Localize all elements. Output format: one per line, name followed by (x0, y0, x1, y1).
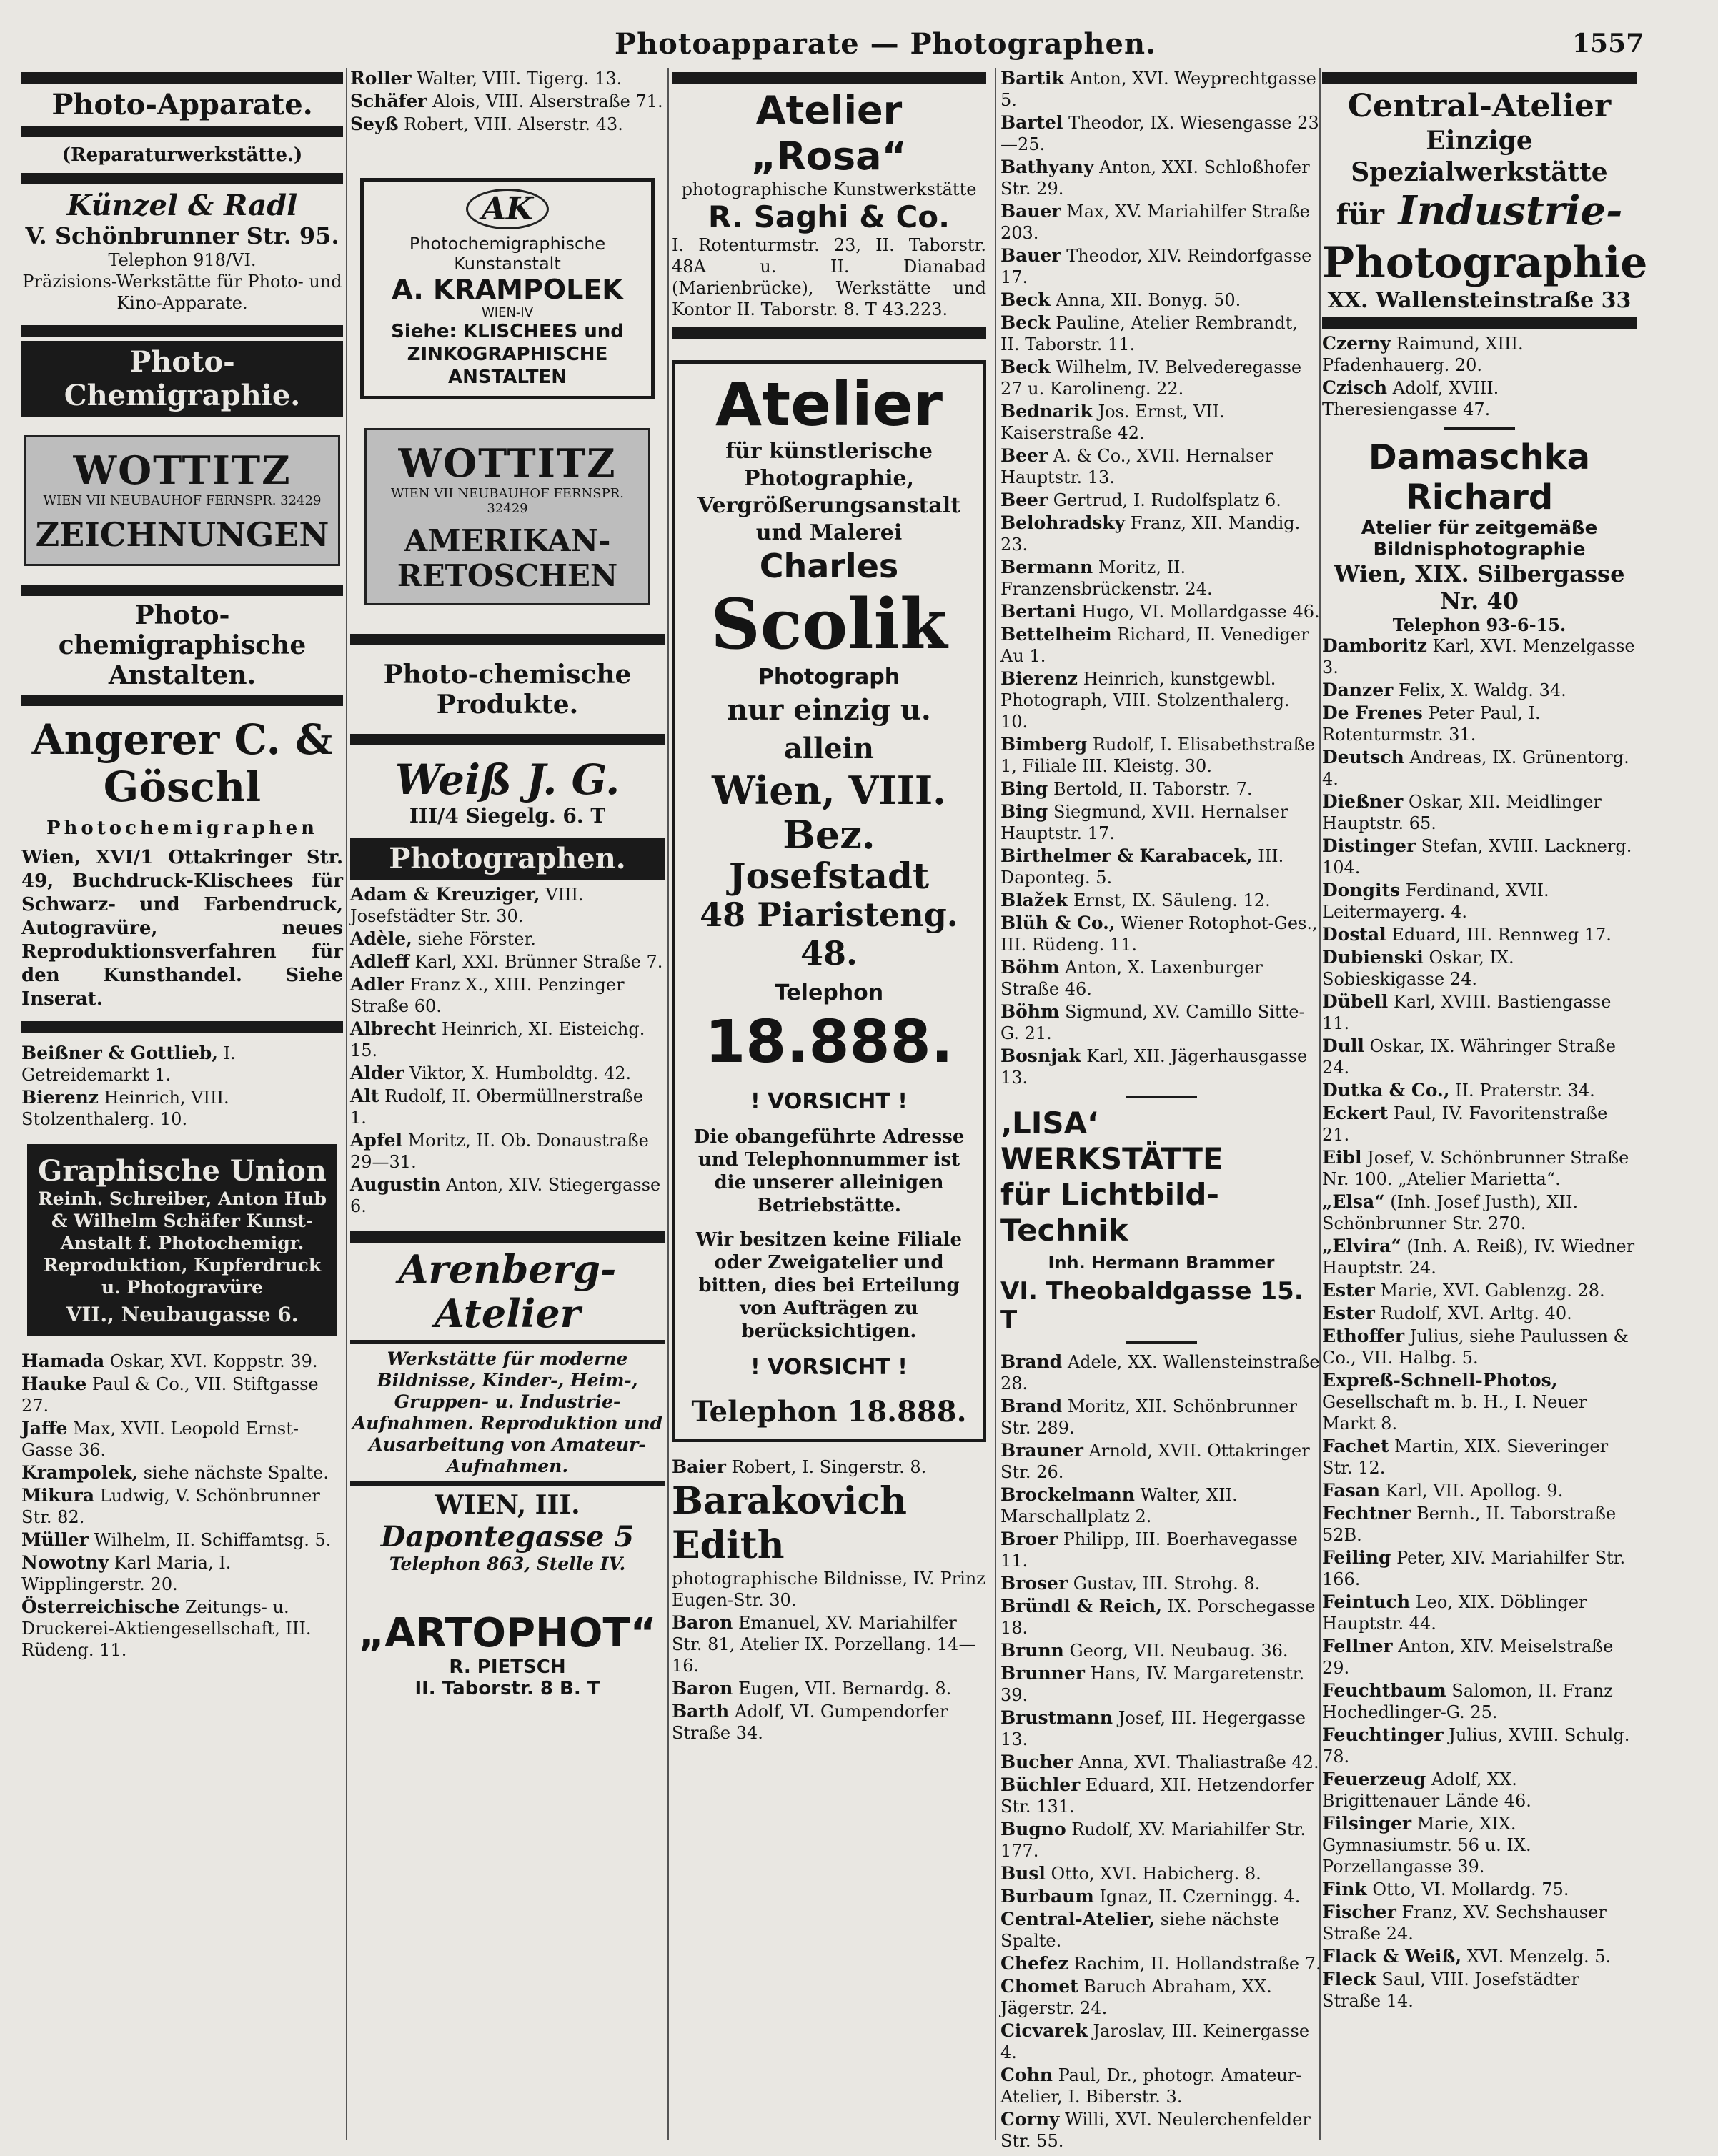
list-item: Beck Wilhelm, IV. Belvederegasse 27 u. Karolineng. 22. (1000, 357, 1302, 399)
lisa-address: VI. Theobaldgasse 15. T (1000, 1277, 1304, 1334)
divider (350, 1481, 665, 1486)
rosa-title: Atelier „Rosa“ (750, 88, 908, 179)
wottitz-logo: WOTTITZ (73, 447, 292, 493)
column-3 (672, 68, 986, 2140)
artophot-name: „ARTOPHOT“ (358, 1610, 657, 1656)
artophot-address: II. Taborstr. 8 B. T (414, 1678, 600, 1699)
lisa-title: ‚LISA‘ WERKSTÄTTE (1000, 1106, 1223, 1176)
weiss-name: Weiß J. G. (394, 755, 620, 804)
ad-graphische-union (27, 1144, 337, 1336)
heading-photo-apparate: Photo-Apparate. (51, 88, 313, 121)
ad-artophot (350, 1610, 665, 1699)
list-item: Damboritz Karl, XVI. Menzelgasse 3. (1322, 635, 1635, 677)
list-item: Bimberg Rudolf, I. Elisabethstraße 1, Filiale III. Kleistg. 30. (1000, 734, 1315, 776)
list-item: Beer A. & Co., XVII. Hernalser Hauptstr. 13. (1000, 445, 1273, 487)
list-item: Fechtner Bernh., II. Taborstraße 52B. (1322, 1503, 1617, 1545)
list-item: Expreß-Schnell-Photos, Gesellschaft m. b. H., I. Neuer Markt 8. (1322, 1370, 1587, 1434)
list-item: Beck Pauline, Atelier Rembrandt, II. Taborstr. 11. (1000, 312, 1299, 354)
list-item: Fischer Franz, XV. Sechshauser Straße 24. (1322, 1902, 1607, 1944)
list-item: Adleff Karl, XXI. Brünner Straße 7. (350, 951, 663, 972)
rosa-name: R. Saghi & Co. (707, 199, 950, 234)
list-item: Brockelmann Walter, XII. Marschallplatz 2. (1000, 1484, 1238, 1526)
rosa-desc: photographische Kunstwerkstätte (681, 179, 977, 199)
divider (350, 734, 665, 745)
divider (21, 585, 343, 596)
list-item: Eckert Paul, IV. Favoritenstraße 21. (1322, 1103, 1608, 1145)
list-item: Cicvarek Jaroslav, III. Keinergasse 4. (1000, 2020, 1310, 2062)
list-item: Flack & Weiß, XVI. Menzelg. 5. (1322, 1946, 1612, 1967)
list-item: Bertani Hugo, VI. Mollardgasse 46. (1000, 601, 1320, 622)
list-item: Bermann Moritz, II. Franzensbrückenstr. 24. (1000, 557, 1213, 599)
list-item: „Elvira“ (Inh. A. Reiß), IV. Wiedner Hauptstr. 24. (1322, 1236, 1635, 1278)
krampolek-line1: Photochemigraphische Kunstanstalt (409, 234, 606, 274)
list-item: Fellner Anton, XIV. Meiselstraße 29. (1322, 1636, 1614, 1678)
list-item: Bründl & Reich, IX. Porschegasse 18. (1000, 1596, 1316, 1638)
list-item: Hamada Oskar, XVI. Koppstr. 39. (21, 1351, 318, 1371)
heading-photographen: Photographen. (350, 838, 665, 880)
graphische-text: Reinh. Schreiber, Anton Hub & Wilhelm Schäfer Kunst-Anstalt f. Photochemigr. Reproduktion, Kupferdruck u. Photogravüre (37, 1188, 327, 1298)
list-item: Bettelheim Richard, II. Venediger Au 1. (1000, 624, 1309, 666)
list-item: Brauner Arnold, XVII. Ottakringer Str. 26. (1000, 1440, 1310, 1482)
list-item: Dießner Oskar, XII. Meidlinger Hauptstr. 65. (1322, 791, 1602, 833)
list-item: Deutsch Andreas, IX. Grünentorg. 4. (1322, 747, 1629, 789)
list-item: Bierenz Heinrich, VIII. Stolzenthalerg. 10. (21, 1087, 229, 1129)
ad-angerer (21, 716, 343, 1011)
scolik-only: nur einzig u. allein (727, 693, 931, 765)
list-item: Brand Moritz, XII. Schönbrunner Str. 289. (1000, 1396, 1297, 1438)
list-item: Böhm Anton, X. Laxenburger Straße 46. (1000, 957, 1263, 999)
scolik-text1: Die obangeführte Adresse und Telephonnummer ist die unserer alleinigen Betriebstätte. (693, 1126, 965, 1216)
list-item: Adam & Kreuziger, VIII. Josefstädter Str. 30. (350, 884, 584, 926)
list-item: Feiling Peter, XIV. Mariahilfer Str. 166. (1322, 1547, 1626, 1589)
list-item: Mikura Ludwig, V. Schönbrunner Str. 82. (21, 1485, 320, 1527)
krampolek-logo: AK (466, 189, 549, 229)
kunzel-phone: Telephon 918/VI. (108, 250, 257, 270)
list-item: Beer Gertrud, I. Rudolfsplatz 6. (1000, 490, 1281, 510)
list-item: De Frenes Peter Paul, I. Rotenturmstr. 31. (1322, 702, 1541, 745)
damaschka-address: Wien, XIX. Silbergasse Nr. 40 (1334, 560, 1625, 615)
list-item: Bauer Theodor, XIV. Reindorfgasse 17. (1000, 245, 1312, 287)
divider (350, 634, 665, 645)
arenberg-street: Dapontegasse 5 (380, 1520, 635, 1554)
krampolek-name: A. KRAMPOLEK (392, 274, 623, 305)
running-title: Photoapparate — Photographen. (615, 27, 1157, 61)
list-item: Corny Willi, XVI. Neulerchenfelder Str. 55. (1000, 2109, 1311, 2151)
scolik-last: Scolik (710, 584, 948, 665)
wottitz-address: WIEN VII NEUBAUHOF FERNSPR. 32429 (391, 486, 624, 516)
list-item: Seyß Robert, VIII. Alserstr. 43. (350, 114, 623, 134)
list-item: Alder Viktor, X. Humboldtg. 42. (350, 1063, 632, 1083)
list-item: Fachet Martin, XIX. Sieveringer Str. 12. (1322, 1436, 1609, 1478)
list-item: Czisch Adolf, XVIII. Theresiengasse 47. (1322, 377, 1499, 419)
ad-scolik (672, 360, 986, 1442)
list-item: Albrecht Heinrich, XI. Eisteichg. 15. (350, 1018, 645, 1060)
list-item: Fink Otto, VI. Mollardg. 75. (1322, 1879, 1569, 1899)
ad-arenberg (350, 1247, 665, 1574)
list-item: Feuchtinger Julius, XVIII. Schulg. 78. (1322, 1724, 1630, 1767)
list-item: Österreichische Zeitungs- u. Druckerei-Aktiengesellschaft, III. Rüdeng. 11. (21, 1596, 312, 1660)
list-item: Müller Wilhelm, II. Schiffamtsg. 5. (21, 1529, 332, 1550)
list-item: Beißner & Gottlieb, I. Getreidemarkt 1. (21, 1043, 236, 1085)
graphische-address: VII., Neubaugasse 6. (66, 1303, 299, 1326)
list-item: Broer Philipp, III. Boerhavegasse 11. (1000, 1529, 1298, 1571)
scolik-phone: 18.888. (705, 1008, 953, 1076)
scolik-district: Josefstadt (728, 855, 930, 897)
list-item: Jaffe Max, XVII. Leopold Ernst-Gasse 36. (21, 1418, 299, 1460)
scolik-city: Wien, VIII. Bez. (712, 767, 946, 858)
divider (21, 325, 343, 337)
ad-kunzel (21, 189, 343, 314)
list-item: Adèle, siehe Förster. (350, 928, 536, 949)
list-item: Feuchtbaum Salomon, II. Franz Hochedlinger-G. 25. (1322, 1680, 1613, 1722)
divider (1126, 1096, 1197, 1098)
list-item: Büchler Eduard, XII. Hetzendorfer Str. 131. (1000, 1774, 1314, 1817)
scolik-atelier: Atelier (715, 369, 943, 439)
list-item: Nowotny Karl Maria, I. Wipplingerstr. 20. (21, 1552, 232, 1594)
scolik-phone2: Telephon 18.888. (691, 1395, 967, 1429)
heading-anstalten: Photo-chemigraphische Anstalten. (58, 600, 307, 690)
krampolek-city: WIEN-IV (481, 305, 534, 320)
ad-krampolek (360, 178, 655, 399)
divider (672, 327, 986, 339)
graphische-title: Graphische Union (38, 1154, 327, 1188)
lisa-owner: Inh. Hermann Brammer (1048, 1253, 1275, 1273)
list-item: Busl Otto, XVI. Habicherg. 8. (1000, 1863, 1261, 1884)
list-item: Bauer Max, XV. Mariahilfer Straße 203. (1000, 201, 1310, 243)
scolik-phone-label: Telephon (774, 980, 884, 1005)
list-item: Dongits Ferdinand, XVII. Leitermayerg. 4. (1322, 880, 1549, 922)
divider (21, 72, 343, 84)
angerer-sub: Photochemigraphen (46, 818, 319, 839)
list-item: Alt Rudolf, II. Obermüllnerstraße 1. (350, 1086, 644, 1128)
list-item: Baron Emanuel, XV. Mariahilfer Str. 81, Atelier IX. Porzellang. 14—16. (672, 1612, 976, 1676)
arenberg-text: Werkstätte für moderne Bildnisse, Kinder-, Heim-, Gruppen- u. Industrie-Aufnahmen. Reproduktion und Ausarbeitung von Amateur-Aufnahmen. (352, 1348, 663, 1476)
list-item: Cohn Paul, Dr., photogr. Amateur-Atelier, I. Biberstr. 3. (1000, 2065, 1302, 2107)
column-4 (1000, 68, 1322, 2151)
list-item: Bierenz Heinrich, kunstgewbl. Photograph, VIII. Stolzenthalerg. 10. (1000, 668, 1290, 732)
list-item: „Elsa“ (Inh. Josef Justh), XII. Schönbrunner Str. 270. (1322, 1191, 1579, 1233)
scolik-role: Photograph (758, 665, 900, 690)
list-item: Augustin Anton, XIV. Stiegergasse 6. (350, 1174, 661, 1216)
divider (1444, 427, 1515, 430)
arenberg-phone: Telephon 863, Stelle IV. (389, 1554, 626, 1574)
list-item: Bugno Rudolf, XV. Mariahilfer Str. 177. (1000, 1819, 1306, 1861)
list-item: Central-Atelier, siehe nächste Spalte. (1000, 1909, 1280, 1951)
central-for: für (1336, 198, 1385, 232)
divider (672, 72, 986, 84)
list-item: Fasan Karl, VII. Apollog. 9. (1322, 1480, 1564, 1501)
list-item: Apfel Moritz, II. Ob. Donaustraße 29—31. (350, 1130, 649, 1172)
lisa-sub: für Lichtbild-Technik (1000, 1177, 1219, 1248)
central-title: Central-Atelier (1347, 88, 1612, 124)
barakovich-text: photographische Bildnisse, IV. Prinz Eugen-Str. 30. (672, 1569, 985, 1610)
column-1 (21, 68, 343, 2140)
wottitz-sub: AMERIKAN-RETOSCHEN (397, 523, 618, 593)
scolik-first: Charles (759, 547, 899, 585)
list-item: Chefez Rachim, II. Hollandstraße 7. (1000, 1953, 1321, 1974)
list-item: Brustmann Josef, III. Hegergasse 13. (1000, 1707, 1306, 1749)
ad-wottitz-zeichnungen (24, 435, 340, 566)
list-item: Belohradsky Franz, XII. Mandig. 23. (1000, 512, 1301, 555)
weiss-address: III/4 Siegelg. 6. T (409, 804, 606, 828)
list-item: Bartik Anton, XVI. Weyprechtgasse 5. (1000, 68, 1316, 110)
damaschka-desc: Atelier für zeitgemäße Bildnisphotographie (1361, 517, 1598, 560)
list-item: Distinger Stefan, XVIII. Lacknerg. 104. (1322, 835, 1632, 878)
central-big1: für Industrie- (1336, 187, 1623, 234)
divider (350, 1231, 665, 1243)
column-rule (995, 68, 996, 2140)
list-item: Czerny Raimund, XIII. Pfadenhauerg. 20. (1322, 333, 1524, 375)
list-item: Filsinger Marie, XIX. Gymnasiumstr. 56 u. IX. Porzellangasse 39. (1322, 1813, 1531, 1877)
list-item: Blüh & Co., Wiener Rotophot-Ges., III. Rüdeng. 11. (1000, 913, 1318, 955)
scolik-warn2: ! VORSICHT ! (750, 1355, 908, 1380)
artophot-owner: R. PIETSCH (449, 1656, 566, 1678)
column-2 (350, 68, 665, 2140)
list-item: Barth Adolf, VI. Gumpendorfer Straße 34. (672, 1701, 948, 1743)
list-item: Fleck Saul, VIII. Josefstädter Straße 14. (1322, 1969, 1579, 2011)
list-item: Broser Gustav, III. Strohg. 8. (1000, 1573, 1261, 1594)
list-item: Bing Siegmund, XVII. Hernalser Hauptstr. 17. (1000, 801, 1288, 843)
scolik-street: 48 Piaristeng. 48. (700, 895, 958, 973)
rosa-text: I. Rotenturmstr. 23, II. Taborstr. 48A u. II. Dianabad (Marienbrücke), Werkstätte und Kontor II. Taborstr. 8. T 43.223. (672, 235, 986, 319)
list-item: Ester Marie, XVI. Gablenzg. 28. (1322, 1280, 1605, 1301)
ad-barakovich (672, 1479, 986, 1611)
ad-weiss (350, 755, 665, 828)
list-item: Burbaum Ignaz, II. Czerningg. 4. (1000, 1886, 1301, 1907)
list-item: Roller Walter, VIII. Tigerg. 13. (350, 68, 622, 89)
angerer-text: Wien, XVI/1 Ottakringer Str. 49, Buchdruck-Klischees für Schwarz- und Farbendruck, Autogravüre, neues Reproduktionsverfahren für den Kunsthandel. Siehe Inserat. (21, 847, 343, 1010)
wottitz-logo: WOTTITZ (398, 440, 617, 486)
list-item: Baron Eugen, VII. Bernardg. 8. (672, 1678, 952, 1699)
arenberg-city: WIEN, III. (435, 1490, 580, 1520)
list-item: Bednarik Jos. Ernst, VII. Kaiserstraße 42. (1000, 401, 1225, 443)
list-item: Dutka & Co., II. Praterstr. 34. (1322, 1080, 1595, 1101)
list-item: Bartel Theodor, IX. Wiesengasse 23—25. (1000, 112, 1319, 154)
ad-rosa (672, 88, 986, 320)
divider (21, 1021, 343, 1033)
barakovich-name: Barakovich Edith (672, 1479, 907, 1567)
list-item: Hauke Paul & Co., VII. Stiftgasse 27. (21, 1373, 319, 1416)
list-item: Birthelmer & Karabacek, III. Daponteg. 5. (1000, 845, 1284, 888)
ad-central-atelier (1322, 88, 1648, 313)
heading-produkte: Photo-chemische Produkte. (383, 660, 632, 720)
column-rule (667, 68, 669, 2140)
damaschka-phone: Telephon 93-6-15. (1392, 615, 1566, 635)
list-item: Bosnjak Karl, XII. Jägerhausgasse 13. (1000, 1045, 1308, 1088)
kunzel-address: V. Schönbrunner Str. 95. (25, 222, 339, 249)
heading-photo-chemigraphie: Photo-Chemigraphie. (21, 341, 343, 417)
list-item: Ethoffer Julius, siehe Paulussen & Co., VII. Halbg. 5. (1322, 1326, 1629, 1368)
central-sub: Einzige Spezialwerkstätte (1351, 126, 1608, 187)
ad-lisa (1000, 1106, 1322, 1334)
list-item: Chomet Baruch Abraham, XX. Jägerstr. 24. (1000, 1976, 1272, 2018)
list-item: Ester Rudolf, XVI. Arltg. 40. (1322, 1303, 1572, 1323)
scolik-desc: für künstlerische Photographie, Vergrößerungsanstalt und Malerei (697, 439, 961, 545)
kunzel-desc: Präzisions-Werkstätte für Photo- und Kino-Apparate. (22, 272, 342, 313)
scolik-warn: ! VORSICHT ! (750, 1089, 908, 1114)
list-item: Bathyany Anton, XXI. Schloßhofer Str. 29. (1000, 157, 1310, 199)
list-item: Feintuch Leo, XIX. Döblinger Hauptstr. 44. (1322, 1591, 1587, 1634)
page-number: 1557 (1572, 29, 1644, 59)
divider (1126, 1341, 1197, 1344)
list-item: Brand Adele, XX. Wallensteinstraße 28. (1000, 1351, 1320, 1394)
divider (21, 695, 343, 706)
divider (350, 1340, 665, 1344)
list-item: Beck Anna, XII. Bonyg. 50. (1000, 289, 1241, 310)
list-item: Brunner Hans, IV. Margaretenstr. 39. (1000, 1663, 1305, 1705)
list-item: Schäfer Alois, VIII. Alserstraße 71. (350, 91, 663, 111)
list-item: Baier Robert, I. Singerstr. 8. (672, 1456, 927, 1477)
list-item: Eibl Josef, V. Schönbrunner Straße Nr. 100. „Atelier Marietta“. (1322, 1147, 1629, 1189)
central-address: XX. Wallensteinstraße 33 (1327, 288, 1632, 313)
wottitz-sub: ZEICHNUNGEN (35, 515, 329, 554)
ad-damaschka (1322, 437, 1637, 635)
list-item: Feuerzeug Adolf, XX. Brigittenauer Lände 46. (1322, 1769, 1531, 1811)
divider (1322, 317, 1637, 329)
column-5 (1322, 68, 1648, 2140)
list-item: Bing Bertold, II. Taborstr. 7. (1000, 778, 1253, 799)
ad-wottitz-retoschen (364, 428, 650, 605)
list-item: Danzer Felix, X. Waldg. 34. (1322, 680, 1566, 700)
krampolek-line2: Siehe: KLISCHEES und ZINKOGRAPHISCHE ANSTALTEN (391, 321, 624, 388)
divider (21, 126, 343, 137)
arenberg-title: Arenberg-Atelier (398, 1246, 617, 1336)
list-item: Böhm Sigmund, XV. Camillo Sitte-G. 21. (1000, 1001, 1305, 1043)
divider (21, 173, 343, 184)
list-item: Dübell Karl, XVIII. Bastiengasse 11. (1322, 991, 1612, 1033)
central-big2: Photographie (1322, 238, 1648, 288)
list-item: Krampolek, siehe nächste Spalte. (21, 1462, 329, 1483)
kunzel-name: Künzel & Radl (66, 189, 298, 222)
list-item: Dubienski Oskar, IX. Sobieskigasse 24. (1322, 947, 1514, 989)
scolik-text2: Wir besitzen keine Filiale oder Zweigatelier und bitten, dies bei Erteilung von Aufträgen zu berücksichtigen. (695, 1229, 963, 1342)
list-item: Dostal Eduard, III. Rennweg 17. (1322, 924, 1612, 945)
page-header (0, 21, 1718, 71)
list-item: Adler Franz X., XIII. Penzinger Straße 60. (350, 974, 625, 1016)
list-item: Blažek Ernst, IX. Säuleng. 12. (1000, 890, 1271, 910)
list-item: Dull Oskar, IX. Währinger Straße 24. (1322, 1035, 1616, 1078)
repair-note: (Reparaturwerkstätte.) (61, 144, 303, 166)
wottitz-address: WIEN VII NEUBAUHOF FERNSPR. 32429 (43, 493, 322, 508)
list-item: Brunn Georg, VII. Neubaug. 36. (1000, 1640, 1288, 1661)
divider (1322, 72, 1637, 84)
angerer-name: Angerer C. & Göschl (31, 715, 333, 811)
damaschka-name: Damaschka Richard (1368, 437, 1591, 517)
list-item: Bucher Anna, XVI. Thaliastraße 42. (1000, 1752, 1319, 1772)
column-rule (346, 68, 347, 2140)
